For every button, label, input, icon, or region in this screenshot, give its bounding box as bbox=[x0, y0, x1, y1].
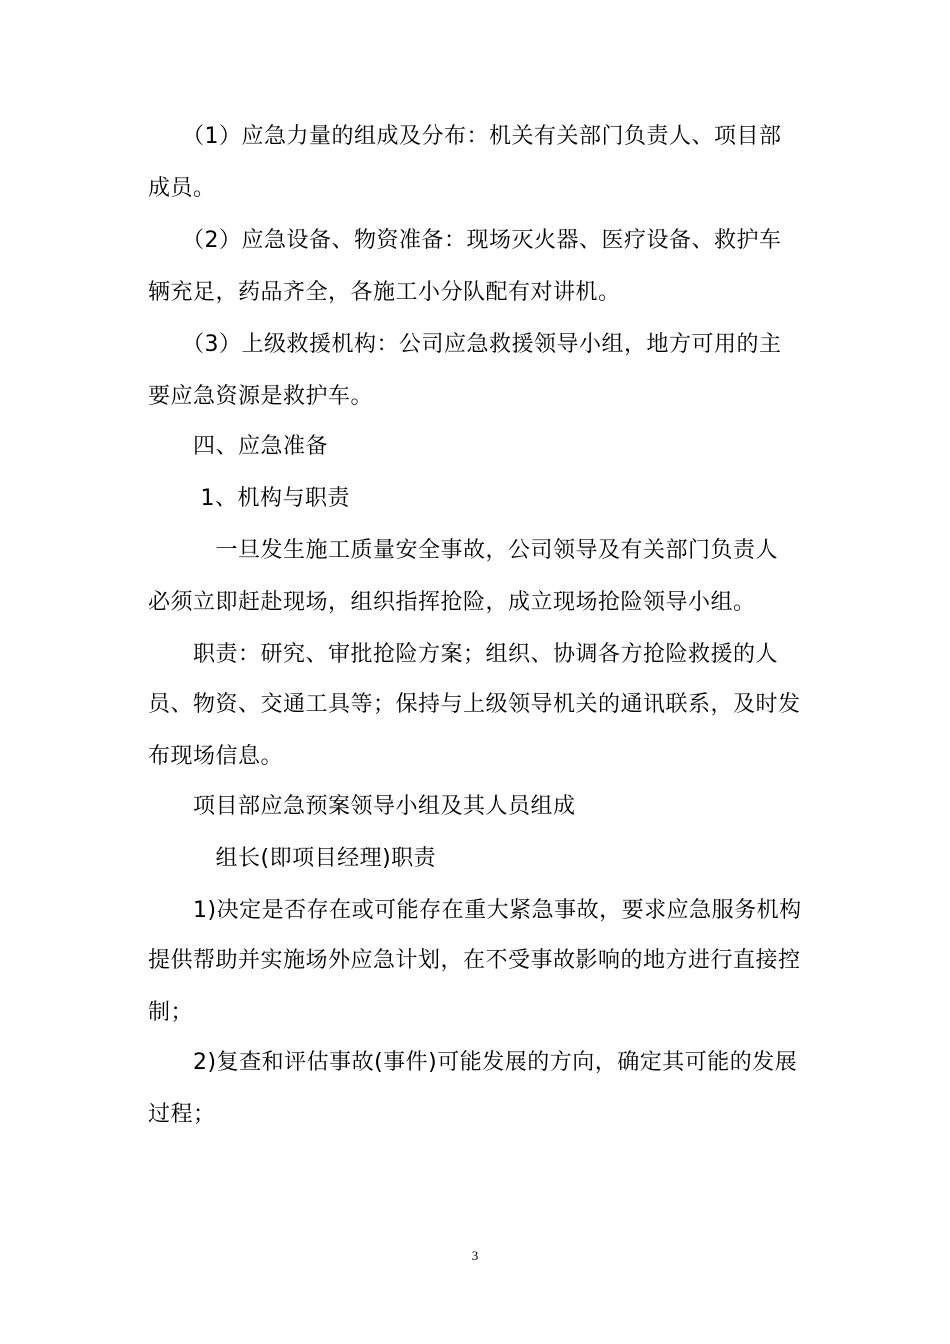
text-line: 布现场信息。 bbox=[148, 744, 284, 769]
text-line: 成员。 bbox=[148, 176, 216, 201]
text-line: 2)复查和评估事故(事件)可能发展的方向，确定其可能的发展 bbox=[148, 1050, 798, 1075]
text-line: 1)决定是否存在或可能存在重大紧急事故，要求应急服务机构 bbox=[148, 898, 802, 923]
page-number: 3 bbox=[471, 1248, 479, 1263]
text-line: （3）上级救援机构：公司应急救援领导小组，地方可用的主 bbox=[148, 332, 782, 357]
text-line: 职责：研究、审批抢险方案；组织、协调各方抢险救援的人 bbox=[148, 642, 779, 667]
text-line: 员、物资、交通工具等；保持与上级领导机关的通讯联系，及时发 bbox=[148, 692, 801, 717]
text-line: 要应急资源是救护车。 bbox=[148, 384, 374, 409]
text-line: 制； bbox=[148, 1000, 194, 1025]
text-line: （2）应急设备、物资准备：现场灭火器、医疗设备、救护车 bbox=[148, 228, 782, 253]
text-line: 必须立即赶赴现场，组织指挥抢险，成立现场抢险领导小组。 bbox=[148, 590, 756, 615]
text-line: 过程； bbox=[148, 1102, 216, 1127]
text-line: （1）应急力量的组成及分布：机关有关部门负责人、项目部 bbox=[148, 124, 782, 149]
section-heading: 四、应急准备 bbox=[148, 434, 329, 459]
subsection-heading: 1、机构与职责 bbox=[148, 486, 350, 511]
text-line: 辆充足，药品齐全，各施工小分队配有对讲机。 bbox=[148, 280, 621, 305]
text-line: 组长(即项目经理)职责 bbox=[148, 846, 437, 871]
text-line: 一旦发生施工质量安全事故，公司领导及有关部门负责人 bbox=[148, 538, 779, 563]
text-line: 提供帮助并实施场外应急计划，在不受事故影响的地方进行直接控 bbox=[148, 948, 801, 973]
text-line: 项目部应急预案领导小组及其人员组成 bbox=[148, 794, 576, 819]
